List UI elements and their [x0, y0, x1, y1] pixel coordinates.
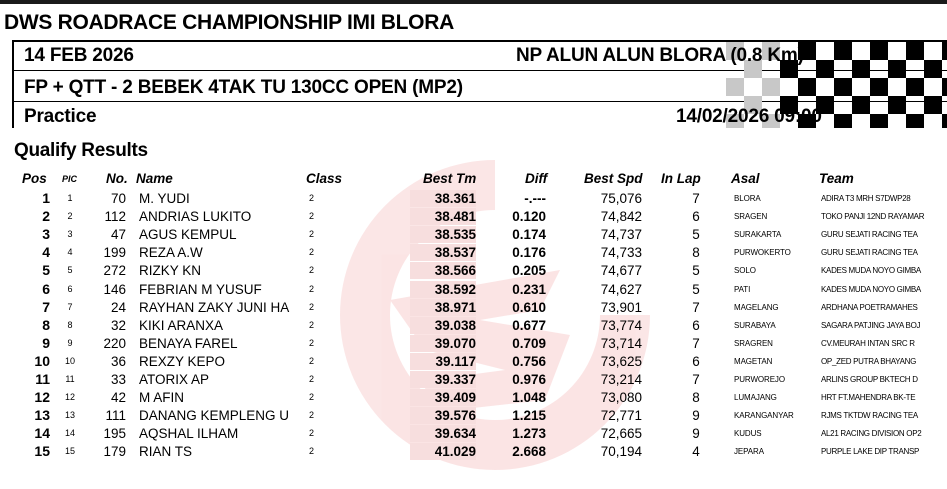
column-header-best-tm: Best Tm: [423, 171, 477, 186]
table-row: [0, 208, 947, 225]
row-diff: 0.174: [512, 227, 546, 243]
row-in-lap: 9: [692, 408, 700, 424]
row-number: 146: [103, 281, 126, 297]
column-header-team: Team: [819, 171, 854, 186]
row-origin: SURAKARTA: [734, 230, 782, 240]
row-team: GURU SEJATI RACING TEA: [821, 248, 918, 258]
checker-square: [870, 42, 888, 60]
column-header-pic: PIC: [62, 174, 78, 184]
row-class: 2: [309, 211, 315, 222]
checker-square: [726, 78, 744, 96]
row-class: 2: [309, 428, 315, 439]
row-team: KADES MUDA NOYO GIMBA: [821, 266, 921, 276]
checker-square: [942, 114, 947, 128]
row-best-time: 38.971: [410, 299, 476, 316]
row-team: OP_ZED PUTRA BHAYANG: [821, 356, 917, 366]
row-rider-name: DANANG KEMPLENG U: [139, 408, 290, 424]
table-row: [0, 407, 947, 424]
row-pos: 5: [42, 262, 50, 279]
table-row: [0, 244, 947, 261]
row-team: ADIRA T3 MRH S7DWP28: [821, 194, 911, 203]
checker-square: [798, 78, 816, 96]
row-diff: 0.610: [512, 299, 546, 315]
row-team: HRT FT.MAHENDRA BK-TE: [821, 393, 916, 403]
row-class: 2: [309, 446, 315, 457]
column-header-diff: Diff: [525, 171, 548, 186]
row-best-speed: 73,774: [600, 317, 642, 333]
checker-square: [834, 78, 852, 96]
row-in-lap: 9: [692, 426, 700, 442]
row-diff: 0.205: [512, 263, 546, 279]
row-pic: 13: [64, 410, 75, 421]
row-origin: MAGELANG: [734, 302, 779, 312]
row-number: 36: [110, 353, 126, 369]
table-row: [0, 371, 947, 388]
results-subtitle: Qualify Results: [14, 140, 148, 161]
checker-square: [942, 42, 947, 60]
row-pic: 11: [65, 374, 75, 384]
row-number: 111: [105, 408, 126, 424]
checker-square: [870, 78, 888, 96]
row-origin: KUDUS: [734, 429, 762, 439]
row-number: 24: [110, 299, 126, 315]
row-best-speed: 70,194: [600, 444, 642, 460]
checker-square: [834, 42, 852, 60]
row-pos: 4: [42, 244, 50, 261]
row-pic: 6: [67, 283, 73, 294]
row-diff: 0.120: [512, 209, 546, 225]
row-pos: 1: [42, 190, 50, 206]
row-pic: 1: [67, 193, 73, 203]
row-origin: SRAGREN: [734, 338, 773, 348]
row-pos: 14: [34, 425, 50, 442]
row-origin: PATI: [734, 284, 751, 294]
checker-square: [924, 60, 942, 78]
row-class: 2: [309, 392, 315, 403]
row-best-speed: 72,665: [600, 426, 642, 442]
row-best-speed: 73,625: [600, 353, 642, 369]
row-class: 2: [309, 193, 315, 203]
row-best-speed: 74,842: [600, 209, 642, 225]
row-class: 2: [309, 319, 315, 330]
row-diff: 0.756: [512, 353, 546, 369]
row-rider-name: RAYHAN ZAKY JUNI HA: [139, 299, 290, 315]
row-origin: PURWOREJO: [734, 375, 785, 384]
table-row: [0, 299, 947, 316]
column-header-in-lap: In Lap: [661, 171, 701, 186]
row-diff: 2.668: [512, 444, 546, 460]
row-diff: 0.176: [512, 245, 546, 261]
table-row: [0, 425, 947, 442]
checker-square: [762, 78, 780, 96]
row-pos: 8: [42, 316, 50, 333]
row-in-lap: 6: [692, 353, 700, 369]
table-row: [0, 262, 947, 279]
row-pic: 12: [64, 392, 75, 403]
row-in-lap: 4: [692, 444, 700, 460]
table-row: [0, 443, 947, 460]
row-best-time: 41.029: [410, 443, 476, 460]
column-header-best-spd: Best Spd: [584, 171, 643, 186]
row-number: 42: [110, 390, 126, 406]
row-best-time: 38.537: [410, 244, 476, 261]
row-diff: 1.048: [512, 390, 546, 406]
row-diff: 0.677: [512, 317, 546, 333]
row-origin: SURABAYA: [734, 320, 776, 330]
row-class: 2: [309, 247, 315, 258]
row-best-speed: 73,214: [600, 372, 642, 387]
row-team: ARDHANA POETRAMAHES: [821, 302, 918, 312]
checker-square: [906, 42, 924, 60]
row-rider-name: RIZKY KN: [139, 263, 202, 279]
row-number: 199: [103, 245, 126, 261]
row-number: 195: [103, 426, 126, 442]
row-diff: 0.231: [512, 281, 546, 297]
column-header-pos: Pos: [22, 171, 47, 186]
row-pos: 3: [42, 226, 50, 243]
row-best-time: 39.409: [410, 389, 476, 406]
checker-square: [906, 114, 924, 128]
row-team: KADES MUDA NOYO GIMBA: [821, 284, 921, 294]
table-row: [0, 281, 947, 298]
table-row: [0, 353, 947, 370]
row-best-time: 38.481: [410, 208, 476, 225]
row-origin: JEPARA: [734, 447, 764, 457]
row-in-lap: 7: [692, 372, 700, 387]
row-diff: 0.709: [512, 335, 546, 351]
column-header-class: Class: [306, 171, 343, 186]
row-in-lap: 6: [692, 317, 700, 333]
row-rider-name: M AFIN: [139, 390, 185, 406]
row-best-speed: 73,080: [600, 390, 642, 406]
row-pos: 9: [42, 334, 50, 351]
row-rider-name: KIKI ARANXA: [139, 317, 224, 333]
row-in-lap: 7: [692, 191, 700, 206]
row-origin: PURWOKERTO: [734, 248, 791, 258]
row-diff: -.---: [524, 191, 546, 206]
row-team: CV.MEURAH INTAN SRC R: [821, 338, 915, 348]
row-number: 179: [103, 444, 126, 460]
row-class: 2: [309, 337, 315, 348]
row-origin: MAGETAN: [734, 356, 773, 366]
row-pic: 15: [64, 446, 75, 457]
column-header-asal: Asal: [731, 171, 760, 186]
row-rider-name: REZA A.W: [139, 245, 203, 261]
row-rider-name: ATORIX AP: [139, 372, 210, 387]
row-number: 70: [110, 191, 126, 206]
table-row: [0, 226, 947, 243]
row-team: TOKO PANJI 12ND RAYAMAR: [821, 212, 925, 222]
checker-square: [888, 96, 906, 114]
row-team: ARLINS GROUP BKTECH D: [821, 375, 918, 384]
row-rider-name: AGUS KEMPUL: [139, 227, 237, 243]
row-pic: 9: [67, 337, 73, 348]
checker-square: [906, 78, 924, 96]
row-pic: 7: [67, 301, 73, 312]
row-origin: BLORA: [734, 194, 761, 203]
checker-square: [852, 96, 870, 114]
row-class: 2: [309, 374, 315, 384]
row-best-time: 38.361: [410, 190, 476, 207]
session-datetime: 14/02/2026 09:00: [676, 106, 822, 127]
row-best-time: 39.117: [410, 353, 476, 370]
column-header-no: No.: [106, 171, 128, 186]
row-pos: 6: [42, 280, 50, 297]
column-header-name: Name: [136, 171, 173, 186]
row-best-speed: 74,677: [600, 263, 642, 279]
session-name: Practice: [24, 106, 97, 127]
row-pos: 13: [34, 407, 50, 424]
row-best-time: 39.576: [410, 407, 476, 424]
row-class: 2: [309, 355, 315, 366]
row-in-lap: 8: [692, 390, 700, 406]
row-rider-name: M. YUDI: [139, 191, 190, 206]
row-best-speed: 75,076: [600, 191, 642, 206]
row-class: 2: [309, 410, 315, 421]
row-best-speed: 73,714: [600, 335, 642, 351]
row-in-lap: 6: [692, 209, 700, 225]
row-in-lap: 5: [692, 227, 700, 243]
row-pic: 3: [67, 229, 73, 240]
row-class: 2: [309, 301, 315, 312]
row-best-time: 39.070: [410, 335, 476, 352]
checker-square: [942, 78, 947, 96]
table-row: [0, 190, 947, 207]
row-number: 220: [103, 335, 126, 351]
row-pos: 2: [42, 208, 50, 225]
row-in-lap: 7: [692, 335, 700, 351]
row-origin: SRAGEN: [734, 212, 768, 222]
row-number: 32: [110, 317, 126, 333]
checker-square: [834, 114, 852, 128]
row-best-speed: 74,737: [600, 227, 642, 243]
row-team: SAGARA PATJING JAYA BOJ: [821, 320, 921, 330]
row-diff: 1.215: [512, 408, 546, 424]
checker-square: [744, 78, 762, 96]
row-team: PURPLE LAKE DIP TRANSP: [821, 447, 920, 457]
row-class: 2: [309, 283, 315, 294]
row-pic: 5: [67, 265, 73, 276]
top-rule: [0, 0, 947, 4]
checker-square: [870, 114, 888, 128]
row-best-time: 38.535: [410, 226, 476, 243]
row-rider-name: REXZY KEPO: [139, 353, 226, 369]
checker-square: [816, 60, 834, 78]
row-pic: 14: [64, 428, 75, 439]
event-venue: NP ALUN ALUN BLORA (0.8 Km): [516, 45, 804, 66]
row-best-time: 39.337: [410, 371, 476, 388]
row-number: 112: [104, 209, 126, 225]
row-pic: 10: [64, 355, 75, 366]
row-rider-name: AQSHAL ILHAM: [139, 426, 239, 442]
table-row: [0, 317, 947, 334]
row-number: 33: [110, 372, 126, 387]
row-in-lap: 5: [692, 281, 700, 297]
row-team: RJMS TKTDW RACING TEA: [821, 411, 918, 421]
row-best-speed: 73,901: [600, 299, 642, 315]
row-pos: 11: [35, 371, 50, 387]
row-pic: 2: [67, 211, 73, 222]
row-diff: 1.273: [512, 426, 546, 442]
row-rider-name: RIAN TS: [139, 444, 193, 460]
row-origin: KARANGANYAR: [734, 411, 794, 421]
row-class: 2: [309, 265, 315, 276]
row-best-speed: 72,771: [600, 408, 642, 424]
row-best-speed: 74,733: [600, 245, 642, 261]
row-best-speed: 74,627: [600, 281, 642, 297]
championship-title: DWS ROADRACE CHAMPIONSHIP IMI BLORA: [4, 11, 454, 34]
row-origin: LUMAJANG: [734, 393, 777, 403]
row-pos: 10: [34, 352, 50, 369]
row-team: AL21 RACING DIVISION OP2: [821, 429, 922, 439]
row-best-time: 38.566: [410, 262, 476, 279]
table-row: [0, 335, 947, 352]
row-best-time: 39.634: [410, 425, 476, 442]
row-rider-name: ANDRIAS LUKITO: [139, 209, 252, 225]
row-pos: 15: [34, 443, 50, 460]
row-in-lap: 7: [692, 299, 700, 315]
row-pic: 4: [67, 247, 73, 258]
table-row: [0, 389, 947, 406]
checker-square: [852, 60, 870, 78]
event-date: 14 FEB 2026: [24, 45, 134, 66]
row-in-lap: 8: [692, 245, 700, 261]
checker-square: [924, 96, 942, 114]
row-pos: 12: [34, 389, 50, 406]
row-rider-name: BENAYA FAREL: [139, 335, 238, 351]
row-best-time: 38.592: [410, 281, 476, 298]
row-rider-name: FEBRIAN M YUSUF: [139, 281, 262, 297]
row-number: 47: [110, 227, 126, 243]
row-class: 2: [309, 229, 315, 240]
row-pos: 7: [42, 298, 50, 315]
checker-square: [888, 60, 906, 78]
row-origin: SOLO: [734, 266, 756, 276]
row-number: 272: [103, 263, 126, 279]
row-in-lap: 5: [692, 263, 700, 279]
event-class: FP + QTT - 2 BEBEK 4TAK TU 130CC OPEN (MP2): [24, 77, 463, 98]
row-pic: 8: [67, 319, 73, 330]
row-diff: 0.976: [512, 372, 546, 387]
row-team: GURU SEJATI RACING TEA: [821, 230, 918, 240]
row-best-time: 39.038: [410, 317, 476, 334]
